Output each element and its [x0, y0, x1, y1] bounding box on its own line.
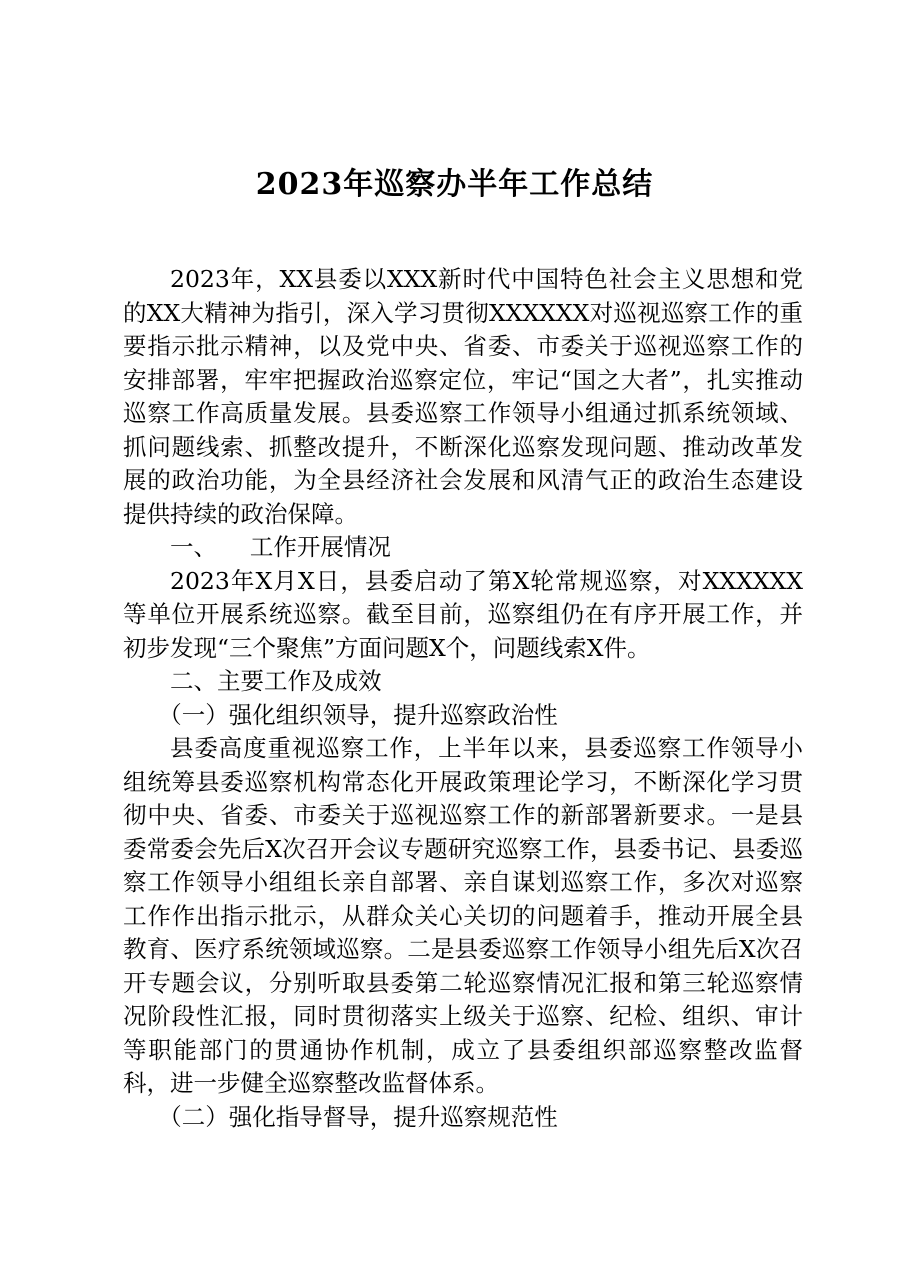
- work-status-paragraph: 2023年X月X日，县委启动了第X轮常规巡察，对XXXXXX等单位开展系统巡察。截至目前，巡察组仍在有序开展工作，并初步发现“三个聚焦”方面问题X个，问题线索X件。: [123, 566, 803, 662]
- section-heading-1: [123, 531, 803, 565]
- leadership-paragraph: 县委高度重视巡察工作，上半年以来，县委巡察工作领导小组统筹县委巡察机构常态化开展政策理论学习，不断深化学习贯彻中央、省委、市委关于巡视巡察工作的新部署新要求。一是县委常委会先后X次召开会议专题研究巡察工作，县委书记、县委巡察工作领导小组组长亲自部署、亲自谋划巡察工作，多次对巡察工作作出指示批示，从群众关心关切的问题着手，推动开展全县教育、医疗系统领域巡察。二是县委巡察工作领导小组先后X次召开专题会议，分别听取县委第二轮巡察情况汇报和第三轮巡察情况阶段性汇报，同时贯彻落实上级关于巡察、纪检、组织、审计等职能部门的贯通协作机制，成立了县委组织部巡察整改监督科，进一步健全巡察整改监督体系。: [123, 734, 803, 1097]
- document-title: 2023年巡察办半年工作总结: [255, 167, 654, 202]
- subsection-heading-2: （二）强化指导督导，提升巡察规范性: [158, 1102, 558, 1131]
- document-body: [123, 263, 803, 1134]
- section-heading-2: 二、主要工作及成效: [170, 667, 382, 695]
- section-heading-1-text: 工作开展情况: [249, 533, 391, 561]
- intro-paragraph: 2023年，XX县委以XXX新时代中国特色社会主义思想和党的XX大精神为指引，深入学习贯彻XXXXXX对巡视巡察工作的重要指示批示精神，以及党中央、省委、市委关于巡视巡察工作的安排部署，牢牢把握政治巡察定位，牢记“国之大者”，扎实推动巡察工作高质量发展。县委巡察工作领导小组通过抓系统领域、抓问题线索、抓整改提升，不断深化巡察发现问题、推动改革发展的政治功能，为全县经济社会发展和风清气正的政治生态建设提供持续的政治保障。: [123, 265, 803, 528]
- section-heading-1-number: 一、: [170, 533, 217, 561]
- subsection-heading-1: （一）强化组织领导，提升巡察政治性: [158, 700, 558, 729]
